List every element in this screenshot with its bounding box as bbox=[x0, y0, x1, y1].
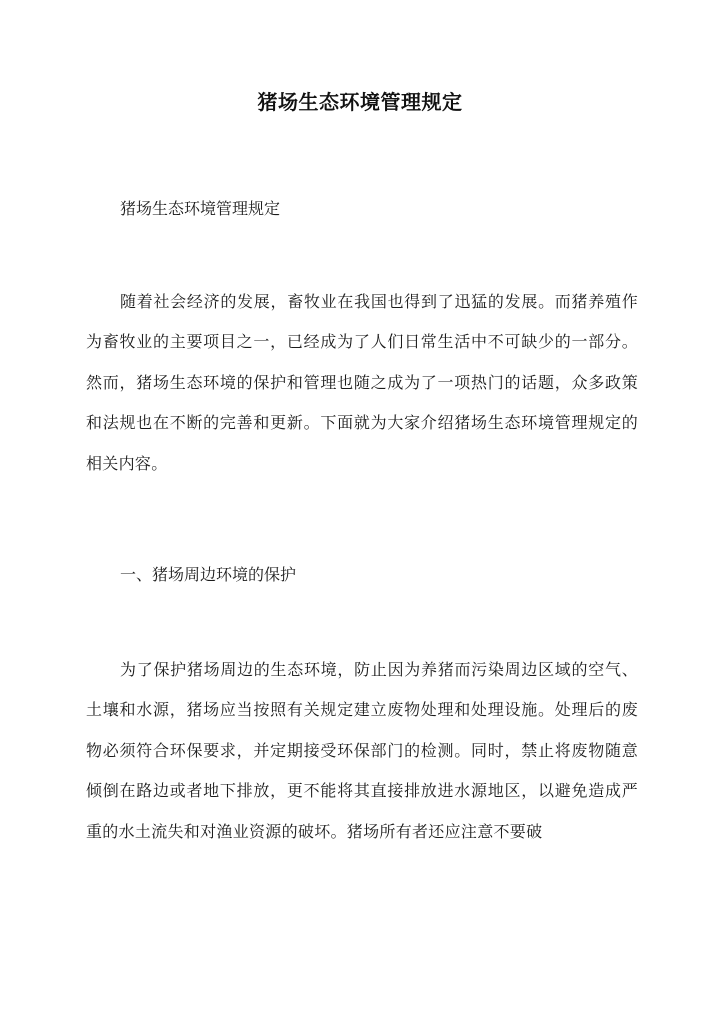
document-title: 猪场生态环境管理规定 bbox=[257, 90, 463, 114]
intro-paragraph: 随着社会经济的发展，畜牧业在我国也得到了迅猛的发展。而猪养殖作为畜牧业的主要项目之一，已经成为了人们日常生活中不可缺少的一部分。然而，猪场生态环境的保护和管理也随之成为了一项热门的话题，众多政策和法规也在不断的完善和更新。下面就为大家介绍猪场生态环境管理规定的相关内容。 bbox=[86, 292, 638, 473]
document-subtitle: 猪场生态环境管理规定 bbox=[120, 199, 281, 218]
section-paragraph: 为了保护猪场周边的生态环境，防止因为养猪而污染周边区域的空气、土壤和水源，猪场应当按照有关规定建立废物处理和处理设施。处理后的废物必须符合环保要求，并定期接受环保部门的检测。同时，禁止将废物随意倾倒在路边或者地下排放，更不能将其直接排放进水源地区，以避免造成严重的水土流失和对渔业资源的破坏。猪场所有者还应注意不要破 bbox=[86, 660, 638, 841]
section-heading: 一、猪场周边环境的保护 bbox=[120, 565, 297, 584]
